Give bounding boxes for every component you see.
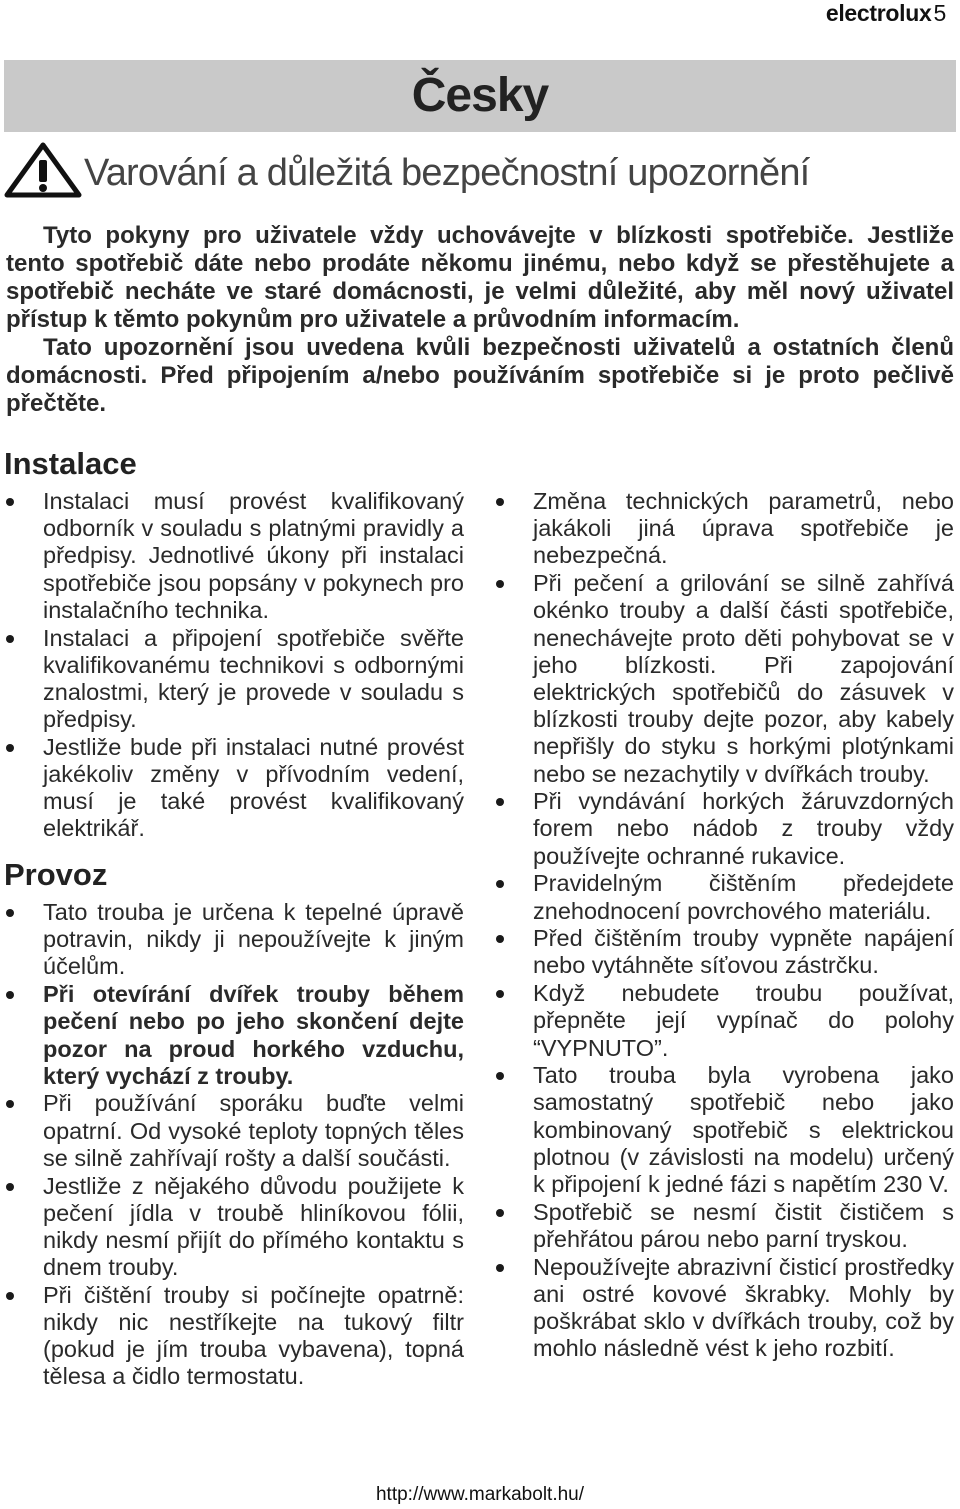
list-item: Změna technických parametrů, nebo jakákoli jiná úprava spotřebiče je nebezpečná.	[496, 488, 954, 570]
list-item: Když nebudete troubu používat, přepněte její vypínač do polohy “VYPNUTO”.	[496, 980, 954, 1062]
operation-heading: Provoz	[4, 857, 108, 892]
page-header	[826, 0, 946, 26]
warning-title: Varování a důležitá bezpečnostní upozornění	[84, 152, 810, 194]
list-item: Spotřebič se nesmí čistit čističem s přehřátou párou nebo parní tryskou.	[496, 1199, 954, 1253]
language-title: Česky	[411, 69, 549, 122]
right-column-list	[496, 488, 954, 1363]
list-item: Instalaci a připojení spotřebiče svěřte kvalifikovanému technikovi s odbornými znalostmi, který je provede v souladu s předpisy.	[6, 625, 464, 734]
list-item: Jestliže bude při instalaci nutné provést jakékoliv změny v přívodním vedení, musí je také provést kvalifikovaný elektrikář.	[6, 734, 464, 843]
list-item: Tato trouba je určena k tepelné úpravě potravin, nikdy ji nepoužívejte k jiným účelům.	[6, 899, 464, 981]
list-item: Nepoužívejte abrazivní čisticí prostředky ani ostré kovové škrabky. Mohly by poškrábat sklo v dvířkách trouby, což by mohlo následně vést k jeho rozbití.	[496, 1254, 954, 1363]
warning-triangle-icon	[4, 142, 82, 198]
list-item: Instalaci musí provést kvalifikovaný odborník v souladu s platnými pravidly a předpisy. Jednotlivé úkony při instalaci spotřebiče jsou popsány v pokynech pro instalačního technika.	[6, 488, 464, 624]
page-number: 5	[933, 0, 946, 26]
brand-name: electrolux	[825, 0, 932, 26]
list-item: Při otevírání dvířek trouby během pečení nebo po jeho skončení dejte pozor na proud horkého vzduchu, který vychází z trouby.	[6, 981, 464, 1090]
list-item: Při čištění trouby si počínejte opatrně: nikdy nic nestříkejte na tukový filtr (pokud je jím trouba vybavena), topná tělesa a čidlo termostatu.	[6, 1282, 464, 1391]
footer-url[interactable]: http://www.markabolt.hu/	[375, 1484, 585, 1505]
list-item: Před čištěním trouby vypněte napájení nebo vytáhněte síťovou zástrčku.	[496, 925, 954, 979]
list-item: Při používání sporáku buďte velmi opatrní. Od vysoké teploty topných těles se silně zahřívají rošty a další součásti.	[6, 1090, 464, 1172]
intro-text	[6, 222, 954, 418]
list-item: Jestliže z nějakého důvodu použijete k pečení jídla v troubě hliníkovou fólii, nikdy nesmí přijít do přímého kontaktu s dnem trouby.	[6, 1173, 464, 1282]
list-item: Při pečení a grilování se silně zahřívá okénko trouby a další části spotřebiče, nenechávejte proto děti pohybovat se v jeho blízkosti. Při zapojování elektrických spotřebičů do zásuvek v blízkosti trouby dejte pozor, aby kabely nepřišly do styku s horkými plotýnkami nebo se nezachytily v dvířkách trouby.	[496, 570, 954, 788]
list-item: Pravidelným čištěním předejdete znehodnocení povrchového materiálu.	[496, 870, 954, 924]
installation-list	[6, 488, 464, 843]
intro-paragraph: Tyto pokyny pro uživatele vždy uchovávejte v blízkosti spotřebiče. Jestliže tento spotřebič dáte nebo prodáte někomu jinému, nebo když se přestěhujete a spotřebič necháte ve staré domácnosti, je velmi důležité, aby měl nový uživatel přístup k těmto pokynům pro uživatele a průvodním informacím.	[6, 222, 954, 333]
operation-list	[6, 899, 464, 1391]
list-item: Tato trouba byla vyrobena jako samostatný spotřebič nebo jako kombinovaný spotřebič s elektrickou plotnou (v závislosti na modelu) určený k připojení k jedné fázi s napětím 230 V.	[496, 1062, 954, 1198]
intro-paragraph: Tato upozornění jsou uvedena kvůli bezpečnosti uživatelů a ostatních členů domácnosti. Před připojením a/nebo používáním spotřebiče si je proto pečlivě přečtěte.	[6, 334, 954, 417]
list-item: Při vyndávání horkých žáruvzdorných forem nebo nádob z trouby vždy používejte ochranné rukavice.	[496, 788, 954, 870]
installation-heading: Instalace	[4, 446, 137, 481]
